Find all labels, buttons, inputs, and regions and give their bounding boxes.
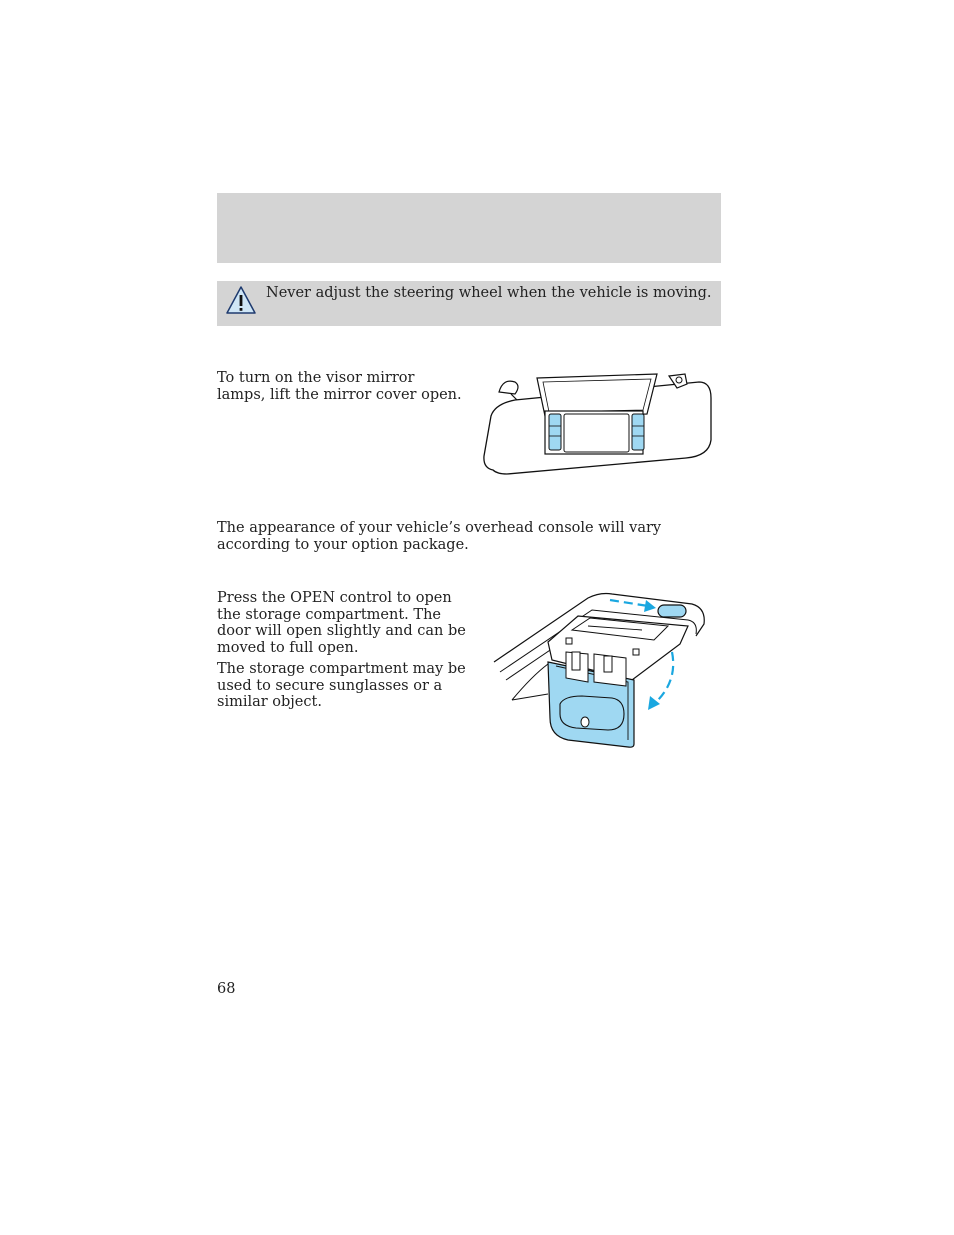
visor-mirror-illustration [481,370,715,478]
warning-text: Never adjust the steering wheel when the vehicle is moving. [266,285,712,301]
section-header-band [217,193,721,263]
overhead-console-illustration [492,590,714,752]
visor-lamp-instructions: To turn on the visor mirror lamps, lift the mirror cover open. [217,370,462,403]
warning-triangle-icon [225,285,257,315]
console-intro-text: The appearance of your vehicle’s overhead console will vary according to your option package. [217,520,662,553]
page-number: 68 [217,981,236,997]
storage-compartment-description: The storage compartment may be used to secure sunglasses or a similar object. [217,661,466,710]
open-control-instructions: Press the OPEN control to open the storage compartment. The door will open slightly and can be moved to full open. [217,590,466,656]
warning-box [217,281,721,326]
